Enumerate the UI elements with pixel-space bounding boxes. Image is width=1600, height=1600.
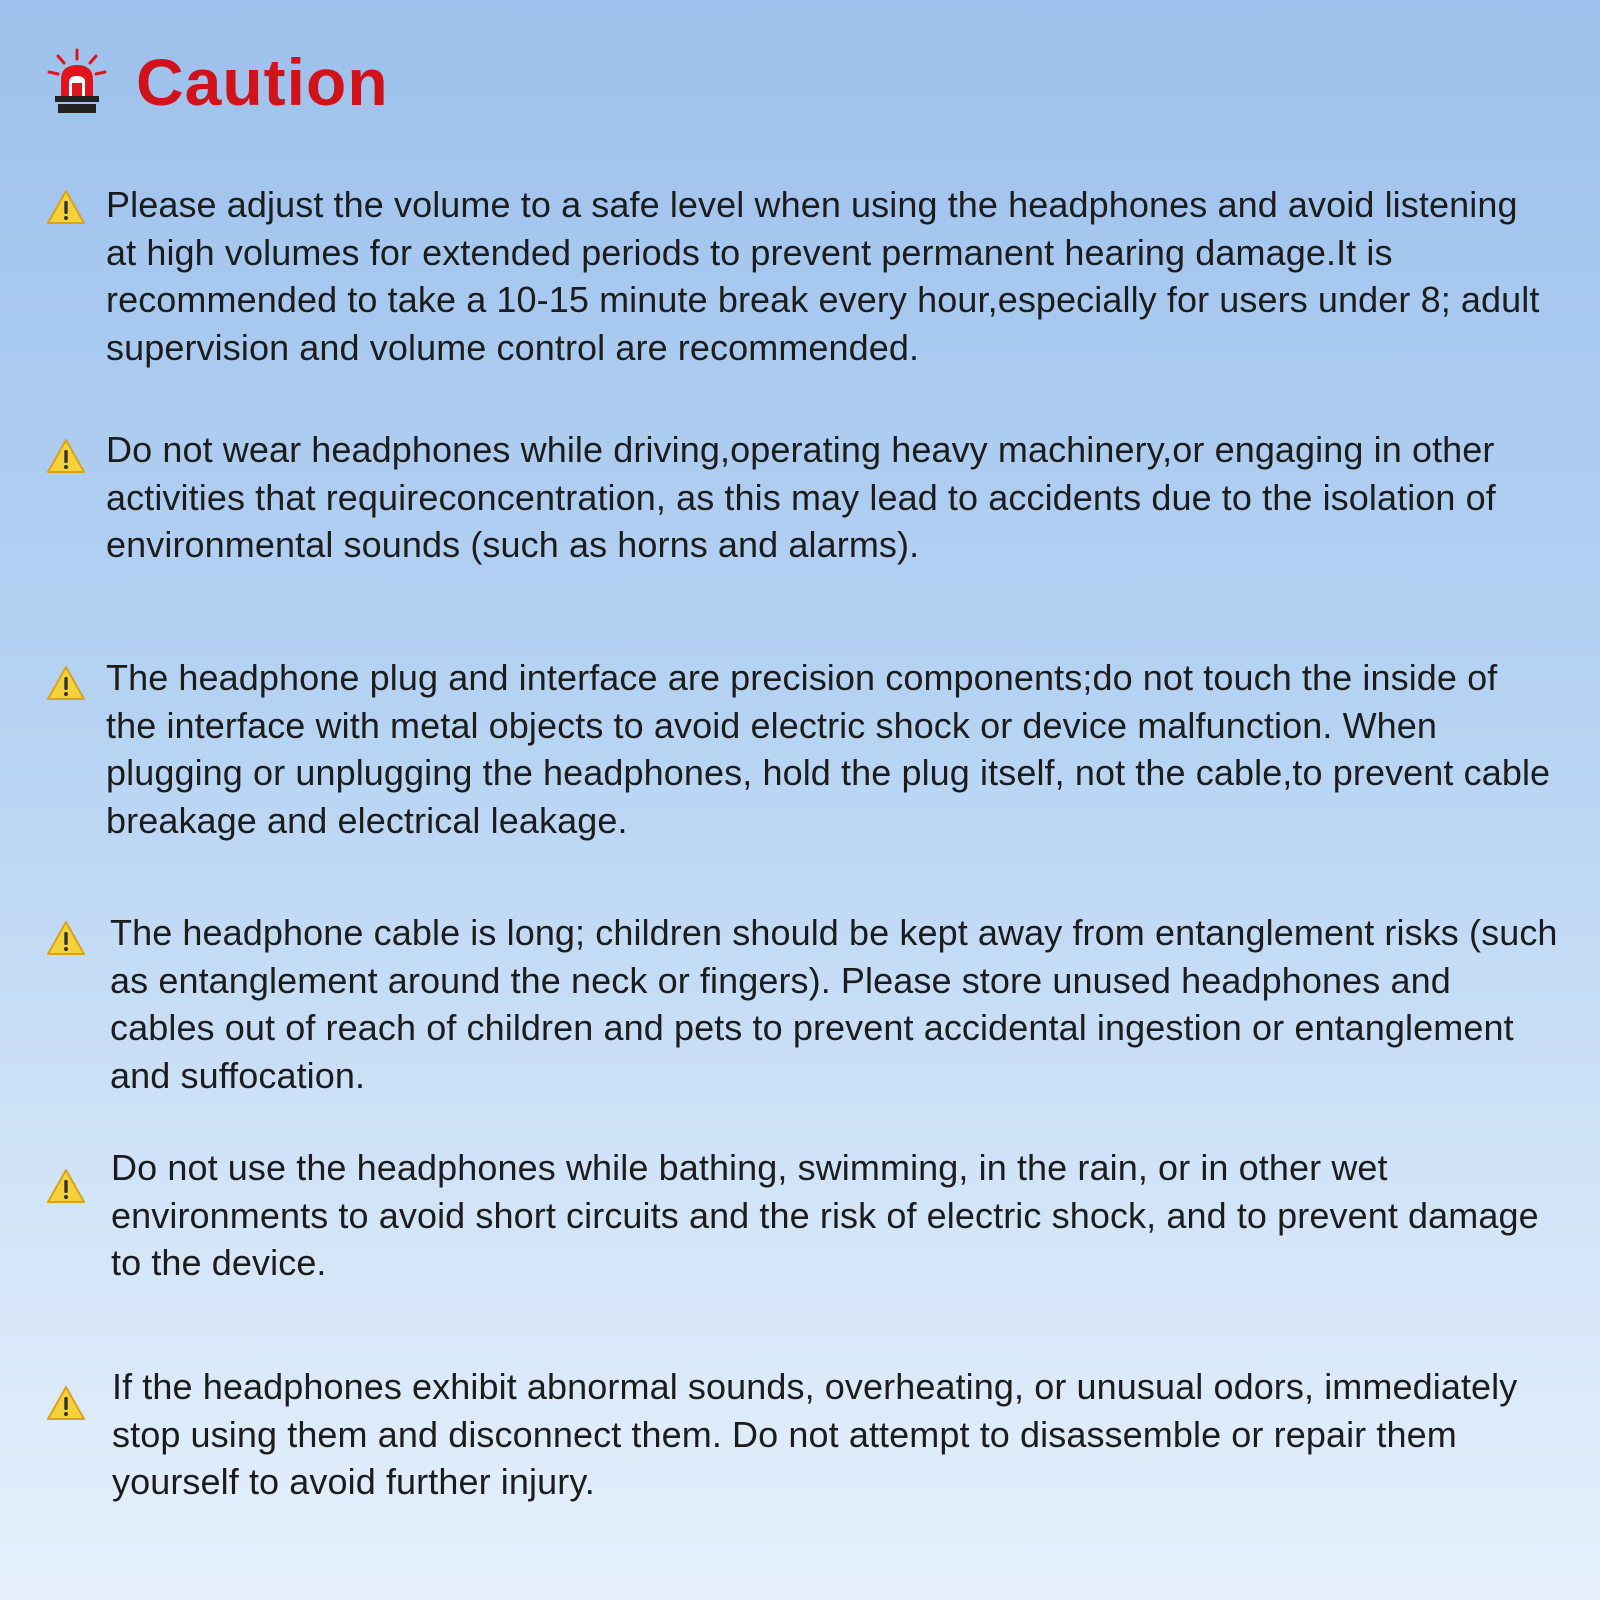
warning-triangle-icon xyxy=(46,920,86,956)
warning-triangle-icon xyxy=(46,1168,86,1204)
warning-text: Do not wear headphones while driving,operating heavy machinery,or engaging in other activities that requireconcentration, as this may lead to accidents due to the isolation of environmental sounds (such as horns and alarms). xyxy=(106,429,1496,565)
warning-item xyxy=(46,426,1576,569)
warning-triangle-icon xyxy=(46,665,86,701)
siren-icon xyxy=(46,48,108,116)
warning-triangle-icon xyxy=(46,189,86,225)
warning-triangle-icon xyxy=(46,438,86,474)
warning-triangle-icon xyxy=(46,1385,86,1421)
caution-header xyxy=(46,42,389,122)
warning-item xyxy=(46,654,1576,844)
warning-item xyxy=(46,181,1576,371)
warning-text: The headphone plug and interface are precision components;do not touch the inside of the interface with metal objects to avoid electric shock or device malfunction. When plugging or unplugging the headphones, hold the plug itself, not the cable,to prevent cable breakage and electrical leakage. xyxy=(106,657,1551,841)
warning-text: Do not use the headphones while bathing, swimming, in the rain, or in other wet environments to avoid short circuits and the risk of electric shock, and to prevent damage to the device. xyxy=(111,1147,1539,1283)
warning-item xyxy=(46,1363,1576,1506)
warning-item xyxy=(46,909,1576,1099)
warning-text: If the headphones exhibit abnormal sounds, overheating, or unusual odors, immediately stop using them and disconnect them. Do not attempt to disassemble or repair them yourself to avoid further injury. xyxy=(112,1366,1518,1502)
warning-item xyxy=(46,1144,1576,1287)
warning-text: The headphone cable is long; children should be kept away from entanglement risks (such as entanglement around the neck or fingers). Please store unused headphones and cables out of reach of children and pets to prevent accidental ingestion or entanglement and suffocation. xyxy=(110,912,1558,1096)
page-title: Caution xyxy=(136,45,389,119)
warning-text: Please adjust the volume to a safe level when using the headphones and avoid listening at high volumes for extended periods to prevent permanent hearing damage.It is recommended to take a 10-15 minute break every hour,especially for users under 8; adult supervision and volume control are recommended. xyxy=(106,184,1540,368)
